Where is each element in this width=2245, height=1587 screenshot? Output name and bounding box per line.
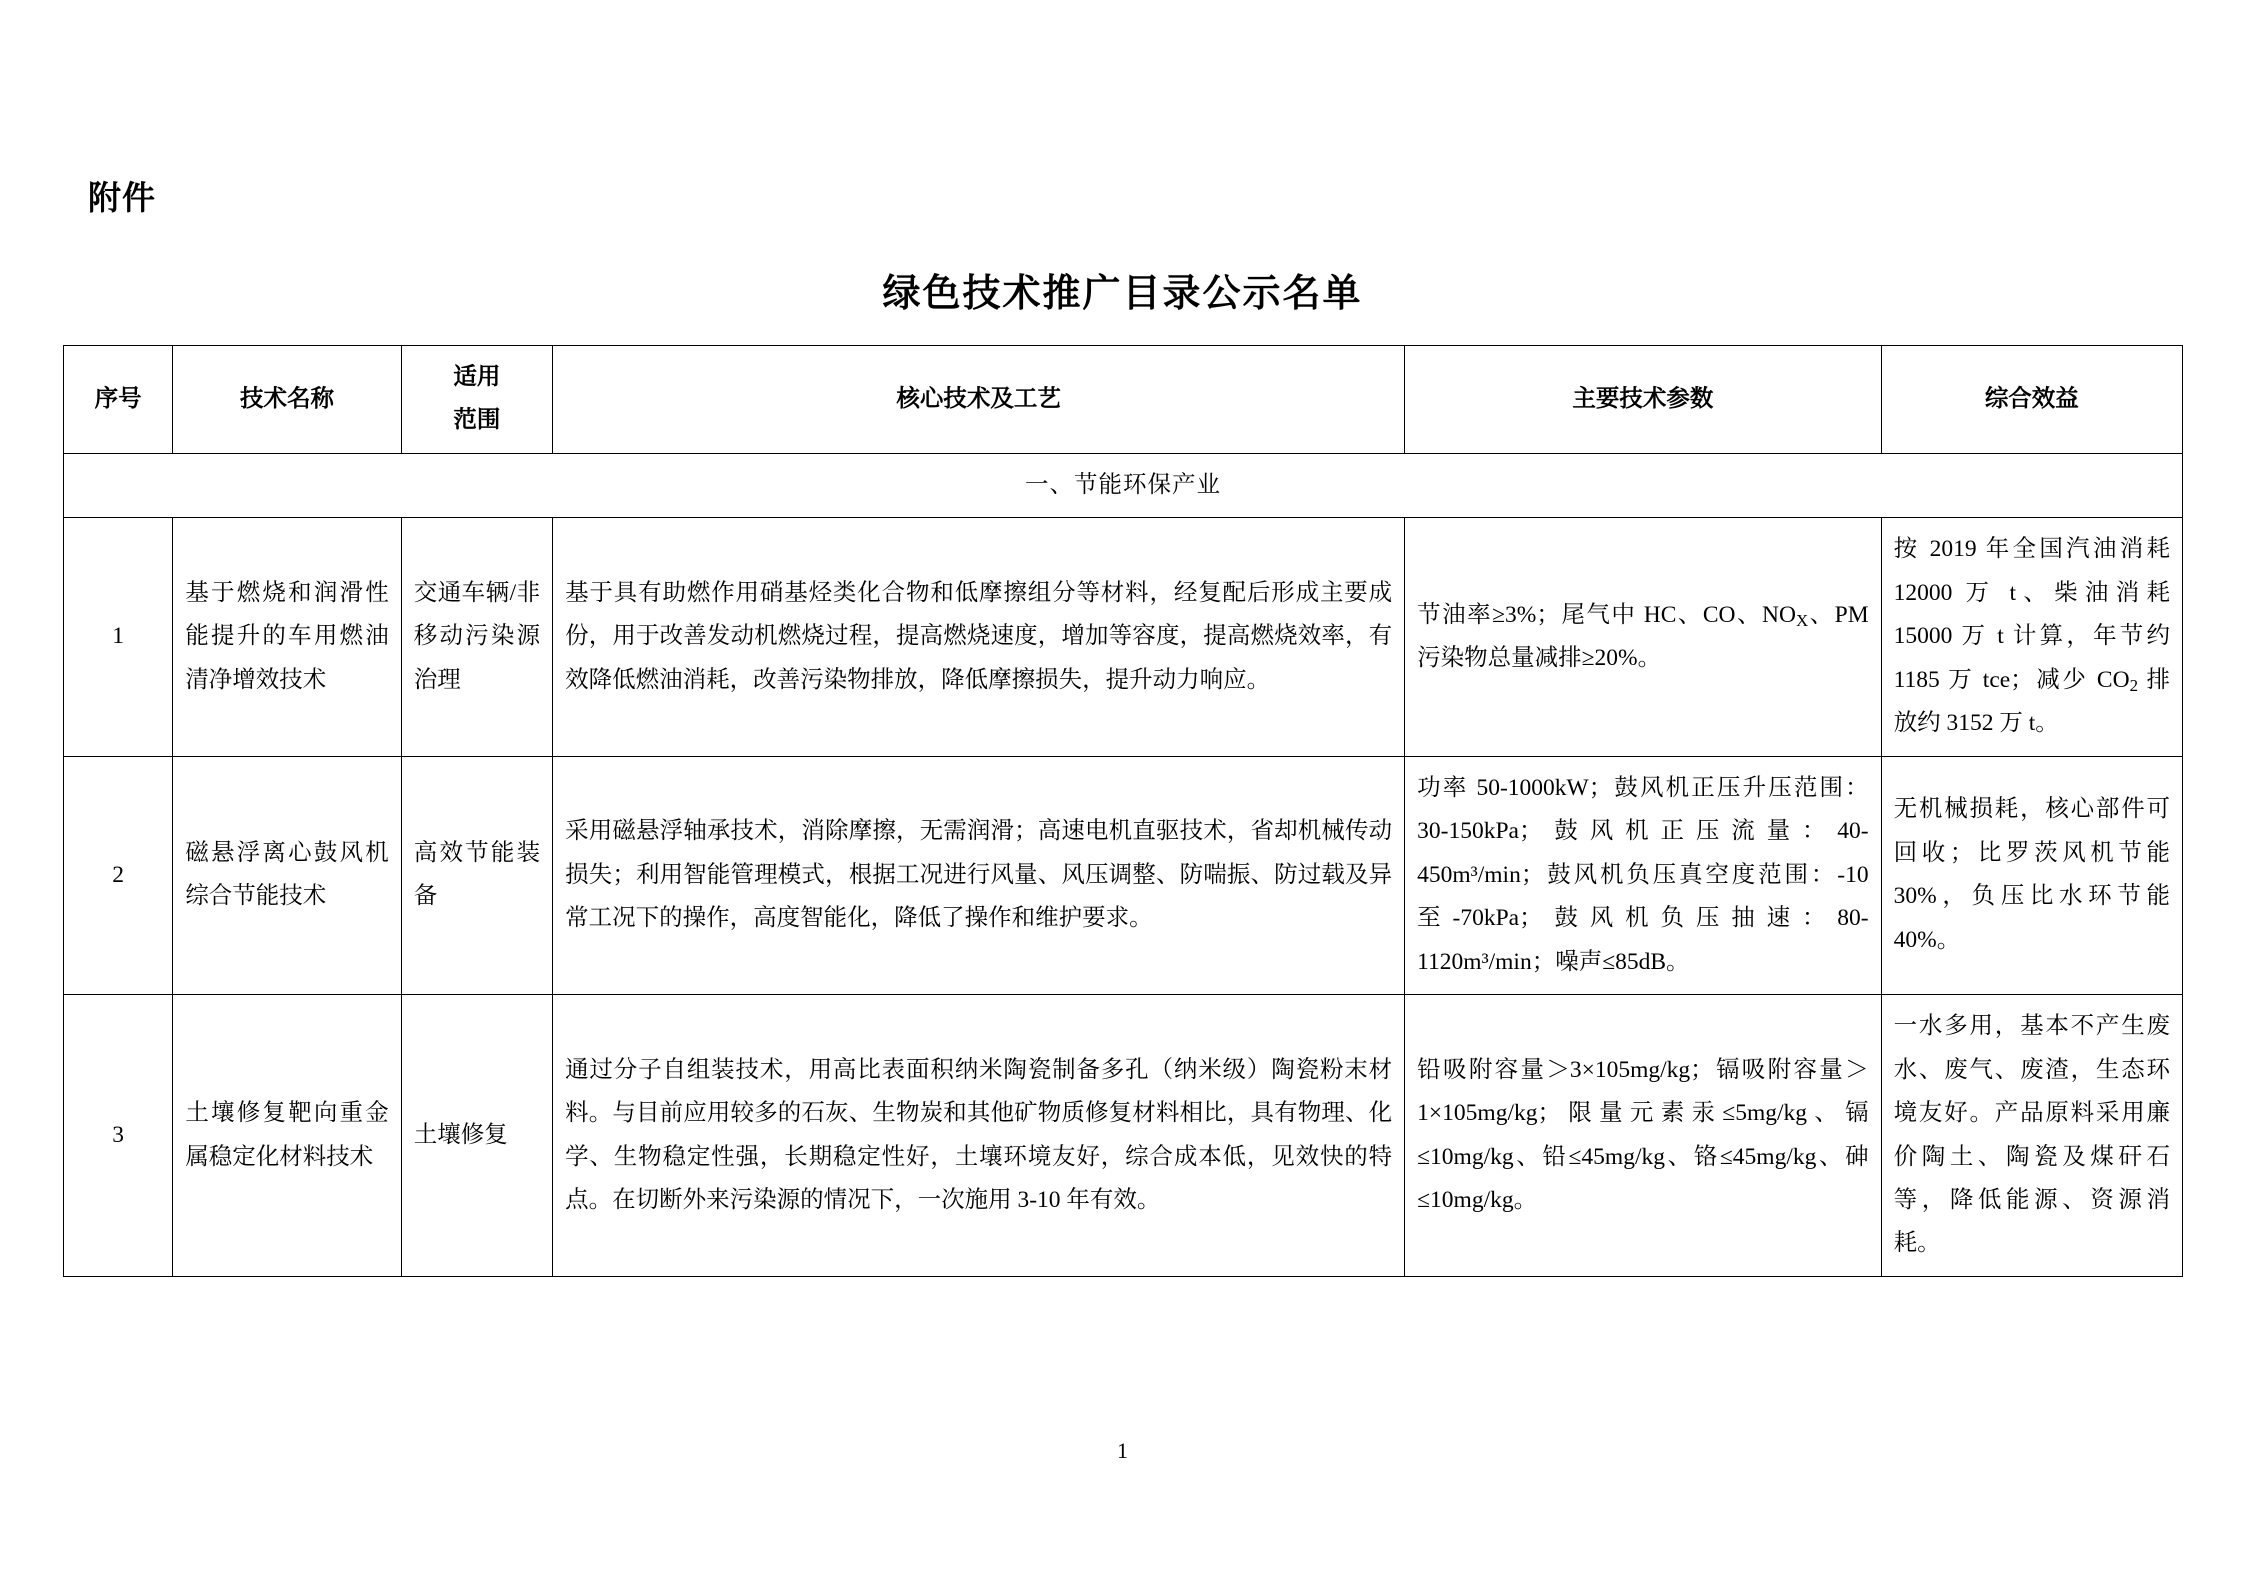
- row-benefit: 一水多用，基本不产生废水、废气、废渣，生态环境友好。产品原料采用廉价陶土、陶瓷及煤矸石等，降低能源、资源消耗。: [1881, 995, 2182, 1277]
- row-core-technology: 通过分子自组装技术，用高比表面积纳米陶瓷制备多孔（纳米级）陶瓷粉末材料。与目前应用较多的石灰、生物炭和其他矿物质修复材料相比，具有物理、化学、生物稳定性强，长期稳定性好，土壤环境友好，综合成本低，见效快的特点。在切断外来污染源的情况下，一次施用 3-10 年有效。: [553, 995, 1405, 1277]
- column-header-name: 技术名称: [173, 346, 401, 454]
- row-scope: 土壤修复: [401, 995, 552, 1277]
- column-header-core: 核心技术及工艺: [553, 346, 1405, 454]
- row-parameters: 功率 50-1000kW；鼓风机正压升压范围：30-150kPa；鼓风机正压流量：40-450m³/min；鼓风机负压真空度范围：-10 至-70kPa；鼓风机负压抽速：80-1120m³/min；噪声≤85dB。: [1405, 756, 1881, 994]
- row-benefit: 无机械损耗，核心部件可回收；比罗茨风机节能 30%，负压比水环节能 40%。: [1881, 756, 2182, 994]
- column-header-params: 主要技术参数: [1405, 346, 1881, 454]
- row-technology-name: 土壤修复靶向重金属稳定化材料技术: [173, 995, 401, 1277]
- section-title: 一、节能环保产业: [64, 453, 2183, 517]
- row-core-technology: 基于具有助燃作用硝基烃类化合物和低摩擦组分等材料，经复配后形成主要成份，用于改善发动机燃烧过程，提高燃烧速度，增加等容度，提高燃烧效率，有效降低燃油消耗，改善污染物排放，降低摩擦损失，提升动力响应。: [553, 518, 1405, 756]
- page-number: 1: [1117, 1438, 1128, 1463]
- row-scope: 高效节能装备: [401, 756, 552, 994]
- table-row: [64, 518, 2183, 756]
- row-index: 2: [64, 756, 173, 994]
- column-header-index: 序号: [64, 346, 173, 454]
- row-technology-name: 基于燃烧和润滑性能提升的车用燃油清净增效技术: [173, 518, 401, 756]
- row-parameters: 铅吸附容量＞3×105mg/kg；镉吸附容量＞1×105mg/kg；限量元素汞≤5mg/kg、镉≤10mg/kg、铅≤45mg/kg、铬≤45mg/kg、砷≤10mg/kg。: [1405, 995, 1881, 1277]
- column-header-scope-line2: 范围: [453, 407, 501, 434]
- table-row: [64, 756, 2183, 994]
- row-benefit: 按 2019 年全国汽油消耗 12000 万 t、柴油消耗 15000 万 t 计算，年节约 1185 万 tce；减少 $CO_2$ 排放约 3152 万 t。: [1881, 518, 2182, 756]
- row-parameters: 节油率≥3%；尾气中 HC、CO、$NO_X$、PM 污染物总量减排≥20%。: [1405, 518, 1881, 756]
- section-row: [64, 453, 2183, 517]
- row-core-technology: 采用磁悬浮轴承技术，消除摩擦，无需润滑；高速电机直驱技术，省却机械传动损失；利用智能管理模式，根据工况进行风量、风压调整、防喘振、防过载及异常工况下的操作，高度智能化，降低了操作和维护要求。: [553, 756, 1405, 994]
- column-header-scope-line1: 适用: [453, 364, 501, 390]
- row-index: 1: [64, 518, 173, 756]
- green-technology-catalog-table: [63, 345, 2183, 1277]
- attachment-label: 附件: [88, 181, 156, 217]
- row-technology-name: 磁悬浮离心鼓风机综合节能技术: [173, 756, 401, 994]
- column-header-scope: [401, 346, 552, 454]
- table-row: [64, 995, 2183, 1277]
- row-index: 3: [64, 995, 173, 1277]
- row-scope: 交通车辆/非移动污染源治理: [401, 518, 552, 756]
- page-title: 绿色技术推广目录公示名单: [882, 273, 1363, 315]
- table-header-row: [64, 346, 2183, 454]
- column-header-benefit: 综合效益: [1881, 346, 2182, 454]
